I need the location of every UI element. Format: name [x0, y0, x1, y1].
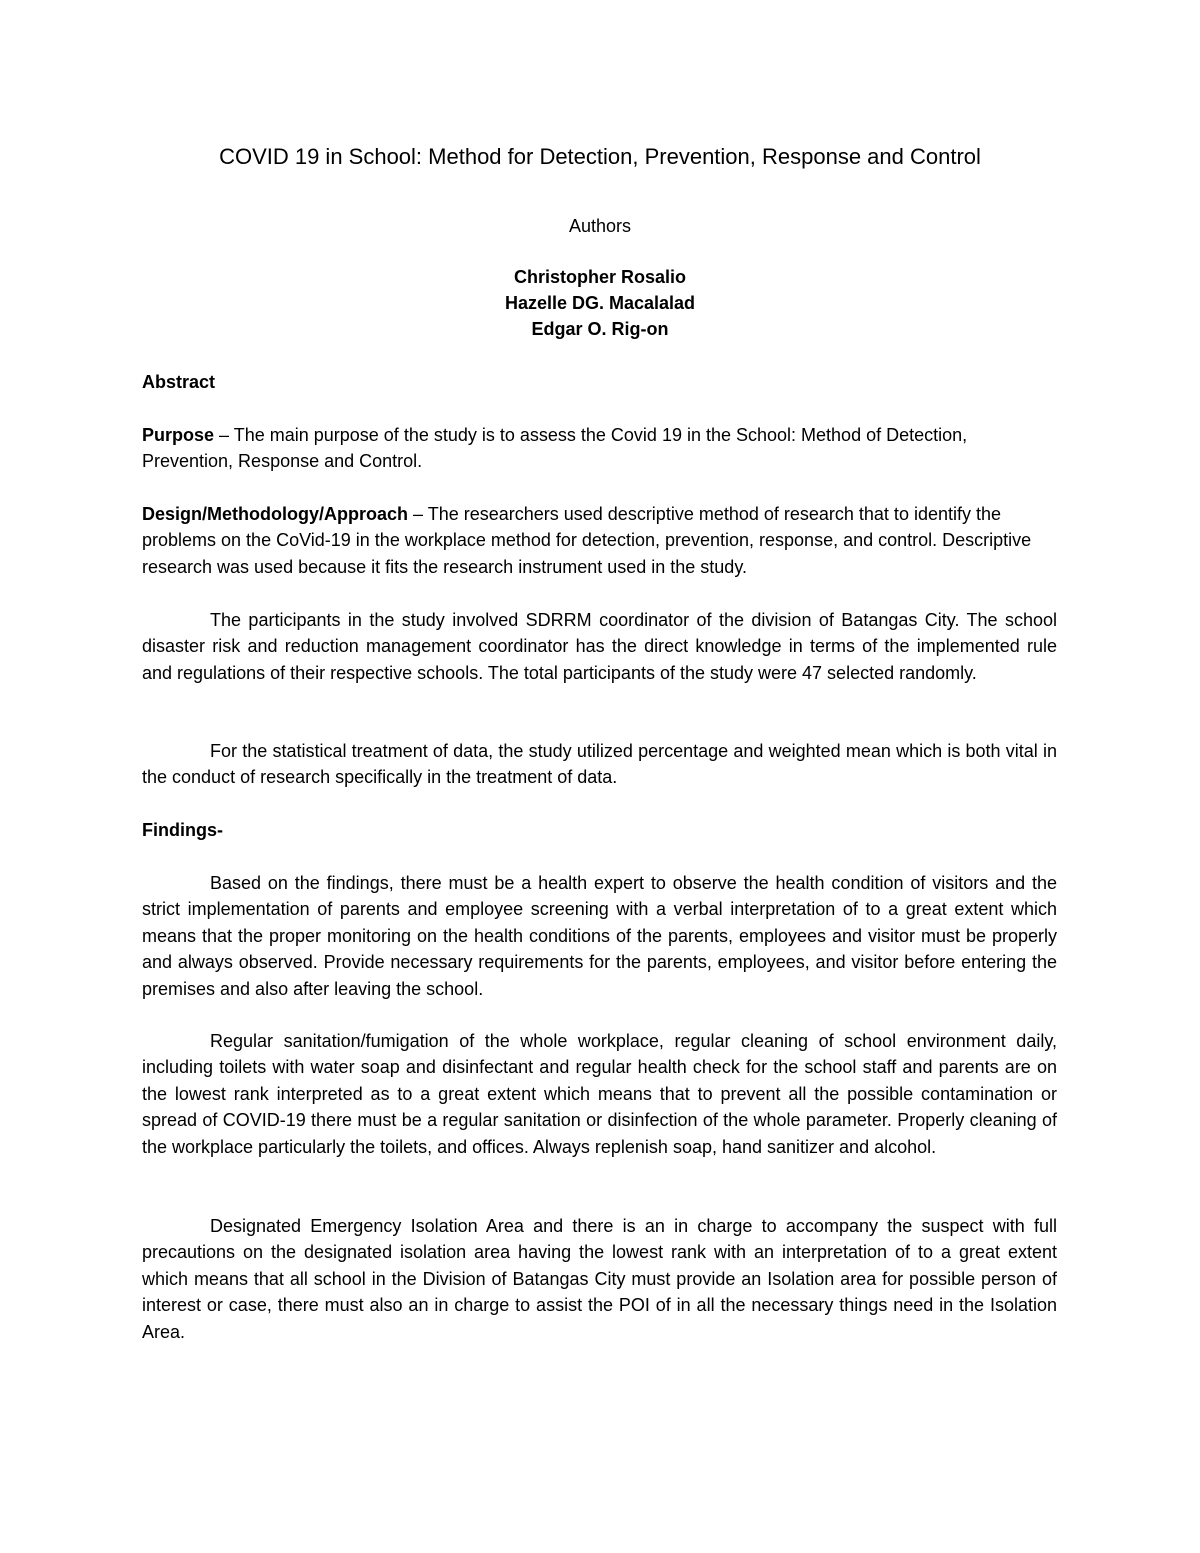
author-name: Hazelle DG. Macalalad	[504, 293, 696, 313]
findings-paragraph: Based on the findings, there must be a health expert to observe the health condition of visitors and the strict implementation of parents and employee screening with a verbal interpretation of to a great extent which means that the proper monitoring on the health conditions of the parents, employees and visitor must be properly and always observed. Provide necessary requirements for the parents, employees, and visitor before entering the premises and also after leaving the school.	[142, 873, 1057, 999]
statistics-paragraph: For the statistical treatment of data, the study utilized percentage and weighted mean which is both vital in the conduct of research specifically in the treatment of data.	[142, 741, 1057, 788]
findings-heading: Findings-	[142, 820, 223, 840]
abstract-heading: Abstract	[142, 372, 216, 392]
purpose-label: Purpose	[142, 425, 215, 445]
purpose-text: – The main purpose of the study is to assess the Covid 19 in the School: Method of Detection, Prevention, Response and Control.	[142, 425, 968, 472]
purpose-paragraph	[142, 422, 1057, 475]
findings-paragraph: Regular sanitation/fumigation of the whole workplace, regular cleaning of school environment daily, including toilets with water soap and disinfectant and regular health check for the school staff and parents are on the lowest rank interpreted as to a great extent which means that to prevent all the possible contamination or spread of COVID-19 there must be a regular sanitation or disinfection of the whole parameter. Properly cleaning of the workplace particularly the toilets, and offices. Always replenish soap, hand sanitizer and alcohol.	[142, 1031, 1057, 1157]
authors-label: Authors	[568, 216, 632, 236]
design-paragraph	[142, 501, 1057, 580]
design-text: – The researchers used descriptive method of research that to identify the problems on the CoVid-19 in the workplace method for detection, prevention, response, and control. Descriptive research was used because it fits the research instrument used in the study.	[142, 504, 1032, 577]
author-name: Christopher Rosalio	[513, 267, 687, 287]
design-label: Design/Methodology/Approach	[142, 504, 409, 524]
participants-paragraph: The participants in the study involved SDRRM coordinator of the division of Batangas City. The school disaster risk and reduction management coordinator has the direct knowledge in terms of the implemented rule and regulations of their respective schools. The total participants of the study were 47 selected randomly.	[142, 610, 1057, 683]
author-name: Edgar O. Rig-on	[531, 319, 669, 339]
findings-paragraph: Designated Emergency Isolation Area and there is an in charge to accompany the suspect with full precautions on the designated isolation area having the lowest rank with an interpretation of to a great extent which means that all school in the Division of Batangas City must provide an Isolation area for possible person of interest or case, there must also an in charge to assist the POI of in all the necessary things need in the Isolation Area.	[142, 1216, 1057, 1342]
paper-title: COVID 19 in School: Method for Detection, Prevention, Response and Control	[219, 144, 981, 169]
